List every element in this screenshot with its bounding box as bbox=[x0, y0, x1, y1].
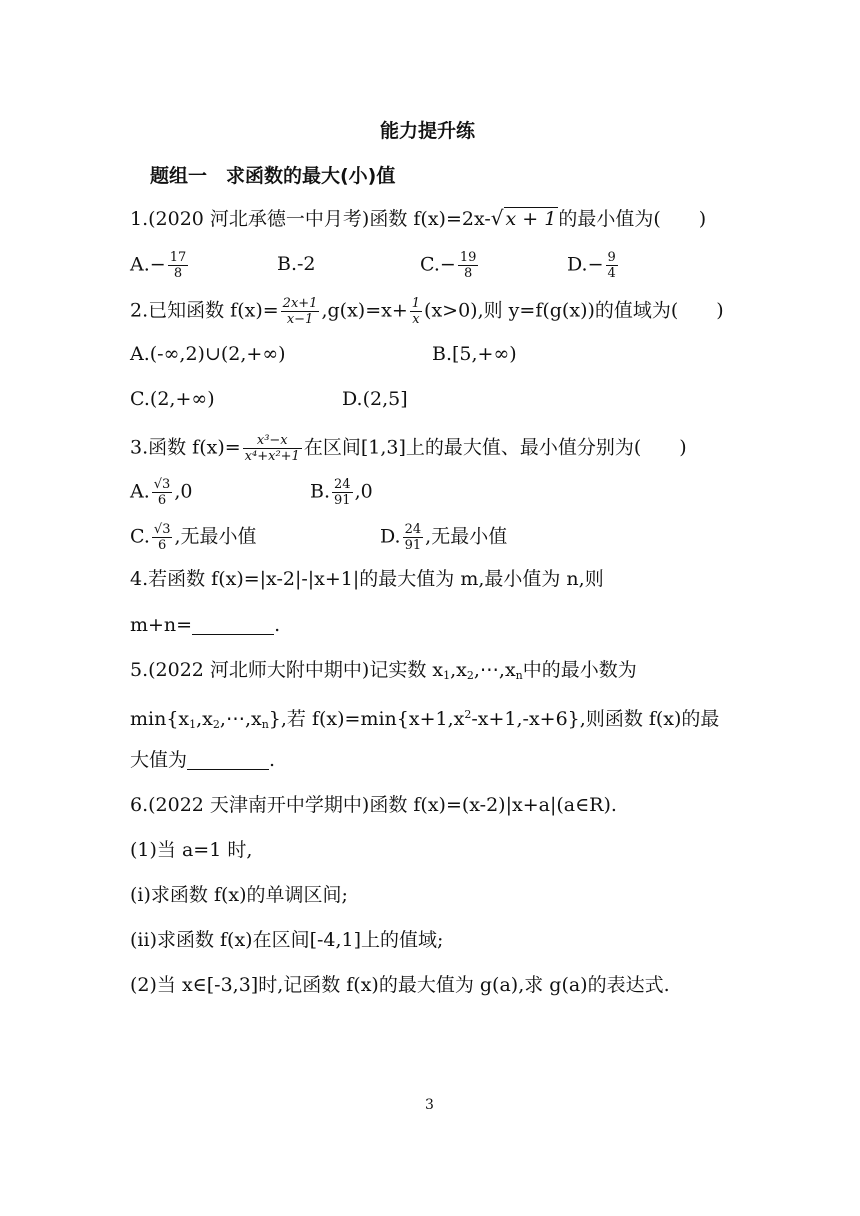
question-1-option-b: B.-2 bbox=[277, 253, 316, 275]
question-1-stem: 1.(2020 河北承德一中月考)函数 f(x)=2x-√ x + 1 的最小值为( ) bbox=[130, 206, 707, 230]
group-heading: 题组一 求函数的最大(小)值 bbox=[150, 165, 396, 187]
page-number: 3 bbox=[425, 1097, 434, 1113]
fraction: $\frac{\text{x³−x}}{\text{x⁴+x²+1}}$ bbox=[244, 433, 300, 464]
question-6-line-4: (ii)求函数 f(x)在区间[-4,1]上的值域; bbox=[130, 929, 444, 951]
question-3-option-a: A. $\frac{√3}{6}$ ,0 bbox=[130, 477, 193, 508]
question-4-line-1: 4.若函数 f(x)=|x-2|-|x+1|的最大值为 m,最小值为 n,则 bbox=[130, 568, 604, 590]
question-6-line-5: (2)当 x∈[-3,3]时,记函数 f(x)的最大值为 g(a),求 g(a)的表达式. bbox=[130, 974, 670, 996]
fraction: $\frac{1}{x}$ bbox=[411, 296, 421, 327]
fraction: $\frac{√3}{6}$ bbox=[153, 477, 171, 508]
question-2-option-d: D.(2,5] bbox=[342, 388, 408, 410]
fraction: $\frac{24}{91}$ bbox=[404, 522, 422, 553]
question-2-option-c: C.(2,+∞) bbox=[130, 388, 215, 410]
question-2-stem: 2.已知函数 f(x)= $\frac{2x+1}{x-1}$ ,g(x)=x+ $\frac{1}{x}$ (x>0),则 y=f(g(x))的值域为( ) bbox=[130, 296, 724, 327]
question-2-option-a: A.(-∞,2)∪(2,+∞) bbox=[130, 343, 286, 365]
question-5-line-1: 5.(2022 河北师大附中期中)记实数 $x_1,x_2,\cdots,x_n$中的最小数为 bbox=[130, 659, 637, 682]
question-4-line-2: m+n= . bbox=[130, 614, 281, 636]
question-3-option-b: B. $\frac{24}{91}$ ,0 bbox=[310, 477, 373, 508]
fraction: $\frac{24}{91}$ bbox=[334, 477, 351, 508]
fraction: $\frac{17}{8}$ bbox=[169, 250, 187, 281]
question-1-option-a: A.− $\frac{17}{8}$ bbox=[130, 250, 187, 281]
question-6-line-1: 6.(2022 天津南开中学期中)函数 f(x)=(x-2)|x+a|(a∈R). bbox=[130, 794, 617, 816]
question-3-option-c: C. $\frac{√3}{6}$ ,无最小值 bbox=[130, 522, 257, 553]
answer-blank bbox=[187, 751, 269, 770]
question-6-line-2: (1)当 a=1 时, bbox=[130, 839, 253, 861]
sqrt-expression: √ x + 1 bbox=[490, 206, 557, 230]
fraction: $\frac{19}{8}$ bbox=[459, 250, 477, 281]
question-5-line-3: 大值为 . bbox=[130, 749, 276, 771]
answer-blank bbox=[192, 616, 274, 635]
question-2-option-b: B.[5,+∞) bbox=[432, 343, 517, 365]
question-6-line-3: (i)求函数 f(x)的单调区间; bbox=[130, 884, 348, 906]
section-heading: 能力提升练 bbox=[380, 120, 476, 142]
question-3-stem: 3.函数 f(x)= $\frac{\text{x³−x}}{\text{x⁴+x²+1}}$ 在区间[1,3]上的最大值、最小值分别为( ) bbox=[130, 433, 687, 464]
fraction: $\frac{2x+1}{x-1}$ bbox=[282, 296, 318, 327]
question-3-option-d: D. $\frac{24}{91}$ ,无最小值 bbox=[380, 522, 508, 553]
fraction: $\frac{9}{4}$ bbox=[607, 250, 616, 281]
question-1-option-d: D.− $\frac{9}{4}$ bbox=[567, 250, 616, 281]
question-5-line-2: $\min\{x_1,x_2,\cdots,x_n\}$,若 $f(x)=\min\{x+1,x^2-x+1,-x+6\}$,则函数 f(x)的最 bbox=[130, 708, 720, 731]
fraction: $\frac{√3}{6}$ bbox=[153, 522, 171, 553]
question-1-option-c: C.− $\frac{19}{8}$ bbox=[420, 250, 477, 281]
